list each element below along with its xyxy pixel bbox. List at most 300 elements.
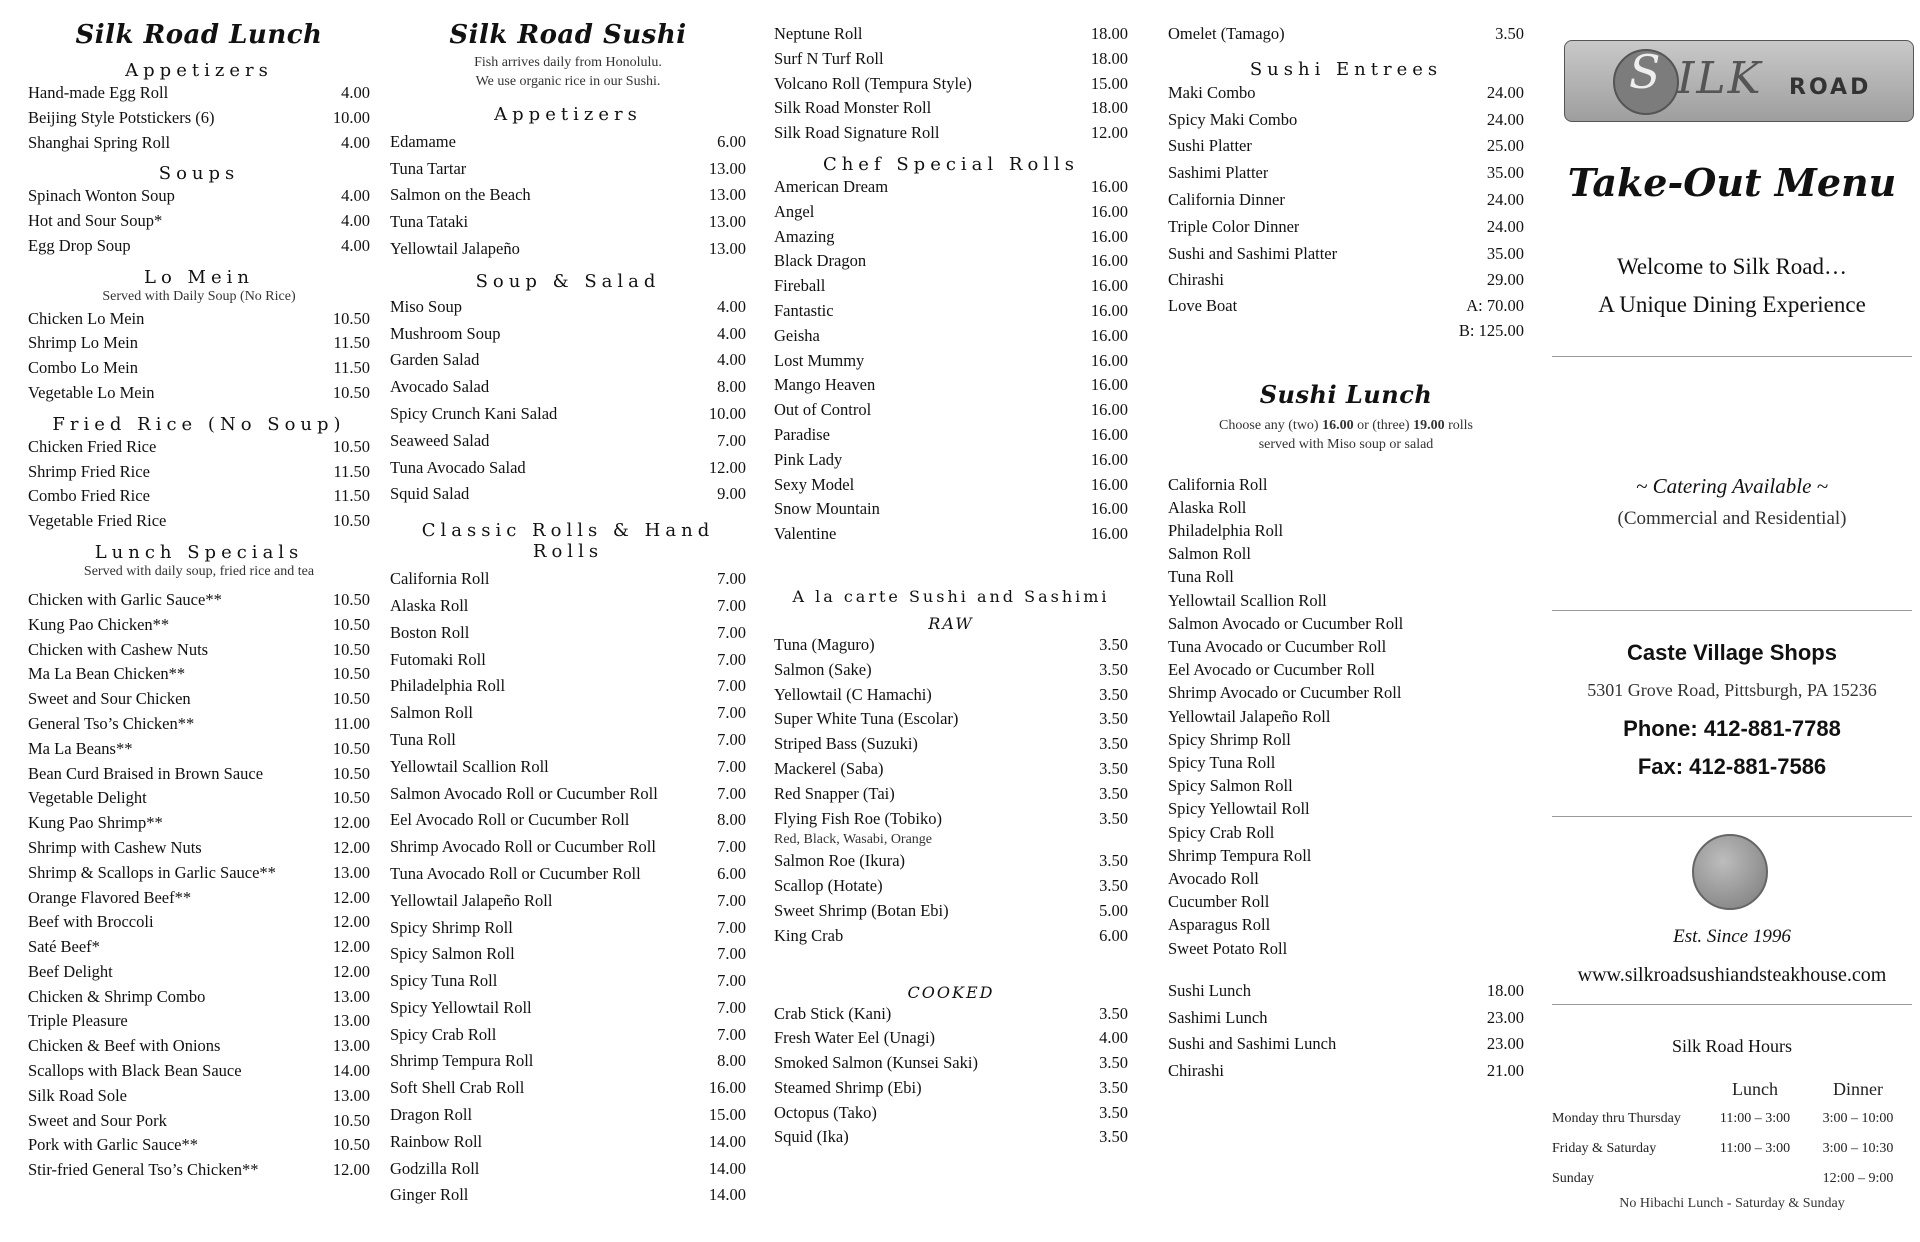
note-price: 16.00: [1322, 417, 1354, 433]
menu-item: [390, 428, 746, 455]
item-price: 9.00: [717, 484, 746, 504]
item-price: 11.00: [333, 713, 370, 733]
menu-list: [774, 1002, 1128, 1151]
menu-item: [28, 687, 370, 712]
item-name: Egg Drop Soup: [28, 235, 131, 255]
item-name: Valentine: [774, 524, 837, 544]
divider: [1552, 816, 1912, 817]
menu-item: [774, 200, 1128, 225]
menu-item: [774, 497, 1128, 522]
item-name: Spicy Shrimp Roll: [390, 917, 513, 937]
item-price: 24.00: [1486, 216, 1524, 236]
lunch-label: Lunch: [1732, 1079, 1778, 1099]
hours-lunch: 11:00 – 3:00: [1719, 1111, 1791, 1126]
menu-item: [1168, 187, 1524, 214]
item-price: 29.00: [1486, 270, 1524, 290]
menu-list: [28, 588, 370, 1183]
item-price: 10.50: [332, 511, 370, 531]
item-name: Chicken with Cashew Nuts: [28, 639, 209, 659]
menu-item: [774, 398, 1128, 423]
item-name: Ma La Beans**: [28, 738, 133, 758]
item-name: Spicy Tuna Roll: [390, 971, 498, 991]
item-price: 3.50: [1099, 734, 1128, 754]
item-price: 10.50: [332, 589, 370, 609]
hours-lunch: [1706, 1164, 1804, 1194]
menu-item: [774, 899, 1128, 924]
item-price: 16.00: [1090, 424, 1128, 444]
item-price: 10.50: [332, 639, 370, 659]
menu-list: [774, 849, 1128, 948]
menu-item: [774, 1076, 1128, 1101]
lunch-title: Silk Road Lunch: [75, 20, 323, 50]
menu-item: [390, 915, 746, 942]
section-heading: Lo Mein: [144, 266, 254, 288]
item-name: Spicy Yellowtail Roll: [390, 997, 532, 1017]
item-price: 14.00: [708, 1131, 746, 1151]
menu-item: [28, 81, 370, 106]
menu-item: [390, 700, 746, 727]
menu-list: [28, 307, 370, 406]
item-price: 3.50: [1099, 1003, 1128, 1023]
item-name: Beef with Broccoli: [28, 912, 154, 932]
item-price: 7.00: [717, 890, 746, 910]
item-price: 10.50: [332, 664, 370, 684]
item-price: 4.00: [717, 296, 746, 316]
hours-blank: [1552, 1074, 1706, 1104]
menu-item: [774, 225, 1128, 250]
menu-item: [28, 234, 370, 259]
item-name: Sushi Platter: [1168, 136, 1252, 156]
item-name: Sashimi Lunch: [1168, 1007, 1268, 1027]
menu-item: [390, 455, 746, 482]
item-price: 3.50: [1099, 709, 1128, 729]
item-price: 16.00: [1090, 524, 1128, 544]
menu-item: [28, 762, 370, 787]
item-price: 12.00: [332, 961, 370, 981]
item-name: Super White Tuna (Escolar): [774, 709, 959, 729]
item-price: 3.50: [1099, 1127, 1128, 1147]
item-name: Salmon Avocado Roll or Cucumber Roll: [390, 783, 658, 803]
menu-item: [28, 131, 370, 156]
menu-item: [28, 712, 370, 737]
item-name: Sushi Lunch: [1168, 980, 1251, 1000]
item-name: Out of Control: [774, 400, 872, 420]
hours-dinner: 3:00 – 10:30: [1822, 1141, 1894, 1156]
item-name: Avocado Salad: [390, 377, 490, 397]
fax: Fax: 412-881-7586: [1637, 754, 1827, 779]
menu-item: [1168, 80, 1524, 107]
item-price: 7.00: [717, 917, 746, 937]
menu-item: [774, 874, 1128, 899]
lunch-roll-item: Yellowtail Jalapeño Roll: [1168, 706, 1331, 726]
item-name: Philadelphia Roll: [390, 676, 506, 696]
menu-list: [28, 184, 370, 258]
menu-item: [1168, 107, 1524, 134]
item-name: Alaska Roll: [390, 595, 469, 615]
menu-item: [390, 1048, 746, 1075]
item-price: 12.00: [1090, 123, 1128, 143]
item-price: 7.00: [717, 783, 746, 803]
hours-row: [1552, 1164, 1912, 1194]
item-name: Mango Heaven: [774, 375, 876, 395]
item-price: 5.00: [1099, 900, 1128, 920]
item-price: 12.00: [332, 887, 370, 907]
menu-item: [28, 1084, 370, 1109]
lunch-roll-item: Spicy Shrimp Roll: [1168, 729, 1291, 749]
menu-item: [774, 175, 1128, 200]
item-name: Tuna Tataki: [390, 212, 469, 232]
menu-item: [28, 588, 370, 613]
item-name: Kung Pao Shrimp**: [28, 813, 163, 833]
menu-item: [390, 593, 746, 620]
item-price: 16.00: [1090, 499, 1128, 519]
item-name: Salmon on the Beach: [390, 185, 531, 205]
item-name: King Crab: [774, 925, 844, 945]
item-name: Shrimp Avocado Roll or Cucumber Roll: [390, 837, 656, 857]
item-name: Miso Soup: [390, 296, 462, 316]
item-price: 3.50: [1099, 783, 1128, 803]
item-price: 7.00: [717, 756, 746, 776]
item-price: 15.00: [1090, 73, 1128, 93]
lunch-roll-item: Cucumber Roll: [1168, 892, 1270, 912]
item-name: Combo Lo Mein: [28, 358, 138, 378]
item-price: 7.00: [717, 971, 746, 991]
item-name: Shrimp & Scallops in Garlic Sauce**: [28, 862, 276, 882]
lunch-roll-item: Philadelphia Roll: [1168, 520, 1284, 540]
lunch-roll-item: Salmon Avocado or Cucumber Roll: [1168, 613, 1404, 633]
item-price: 4.00: [1099, 1028, 1128, 1048]
item-price: 14.00: [332, 1061, 370, 1081]
item-price: 24.00: [1486, 109, 1524, 129]
item-name: Soft Shell Crab Roll: [390, 1078, 525, 1098]
phone[interactable]: Phone: 412-881-7788: [1623, 716, 1841, 741]
item-price: 8.00: [717, 377, 746, 397]
item-price: 3.50: [1099, 634, 1128, 654]
menu-item: [28, 737, 370, 762]
item-name: Sushi and Sashimi Lunch: [1168, 1034, 1337, 1054]
section-heading: Classic Rolls & Hand Rolls: [421, 520, 715, 563]
item-name: Shanghai Spring Roll: [28, 132, 171, 152]
item-name: Spicy Crab Roll: [390, 1024, 497, 1044]
menu-item: [28, 460, 370, 485]
item-price: 4.00: [341, 211, 370, 231]
item-price: 6.00: [717, 131, 746, 151]
item-name: Silk Road Monster Roll: [774, 98, 932, 118]
item-name: Tuna Tartar: [390, 158, 467, 178]
item-price: 16.00: [1090, 375, 1128, 395]
item-name: Omelet (Tamago): [1168, 24, 1285, 43]
menu-item: [390, 941, 746, 968]
item-price: 4.00: [717, 350, 746, 370]
item-name: Scallop (Hotate): [774, 876, 883, 896]
item-name: Hand-made Egg Roll: [28, 83, 169, 102]
catering-line: ~ Catering Available ~: [1635, 474, 1829, 498]
menu-item: [28, 209, 370, 234]
menu-item: [774, 683, 1128, 708]
lunch-roll-item: California Roll: [1168, 474, 1268, 494]
item-price: 8.00: [717, 1051, 746, 1071]
item-name: Spinach Wonton Soup: [28, 186, 175, 206]
raw-heading: RAW: [928, 613, 974, 633]
menu-item: [774, 807, 1128, 832]
menu-item: [28, 861, 370, 886]
menu-item: [1168, 978, 1524, 1005]
menu-item: [390, 1022, 746, 1049]
lunch-roll-item: Spicy Tuna Roll: [1168, 752, 1276, 772]
section-heading: Sushi Entrees: [1249, 58, 1443, 80]
menu-item: [390, 807, 746, 834]
logo-silk-text: ILK: [1677, 53, 1763, 104]
menu-item: [390, 1102, 746, 1129]
item-price: 7.00: [717, 837, 746, 857]
cooked-heading: COOKED: [907, 982, 995, 1002]
item-name: Chirashi: [1168, 270, 1224, 290]
item-name: Beijing Style Potstickers (6): [28, 107, 215, 127]
section-heading: Chef Special Rolls: [822, 153, 1080, 175]
sushi-lunch-note: served with Miso soup or salad: [1258, 436, 1434, 452]
item-name: Seaweed Salad: [390, 430, 490, 450]
menu-list: [1168, 80, 1524, 294]
section-heading: Appetizers: [494, 103, 642, 125]
item-price: 23.00: [1486, 1007, 1524, 1027]
item-name: Sashimi Platter: [1168, 163, 1269, 183]
lunch-roll-item: Yellowtail Scallion Roll: [1168, 590, 1327, 610]
menu-item: [28, 307, 370, 332]
item-name: Vegetable Fried Rice: [28, 511, 167, 531]
menu-item: [390, 1182, 746, 1209]
column-lunch: [28, 0, 370, 1183]
item-name: Salmon Roll: [390, 703, 473, 723]
menu-item: [28, 381, 370, 406]
sushi-note: We use organic rice in our Sushi.: [475, 73, 661, 89]
item-name: Amazing: [774, 226, 835, 246]
section-note: Served with Daily Soup (No Rice): [102, 288, 296, 304]
menu-item: [28, 910, 370, 935]
menu-item: [774, 96, 1128, 121]
menu-item: [774, 757, 1128, 782]
item-price: 16.00: [708, 1078, 746, 1098]
menu-item: [390, 1129, 746, 1156]
item-price: 12.00: [332, 837, 370, 857]
item-name: Vegetable Lo Mein: [28, 383, 155, 403]
item-price: 13.00: [332, 1036, 370, 1056]
item-name: Fresh Water Eel (Unagi): [774, 1028, 936, 1048]
item-price: 7.00: [717, 944, 746, 964]
menu-item: [774, 373, 1128, 398]
item-name: Shrimp Tempura Roll: [390, 1051, 534, 1071]
item-price: 3.50: [1099, 1102, 1128, 1122]
menu-item: [774, 707, 1128, 732]
item-name: Stir-fried General Tso’s Chicken**: [28, 1160, 259, 1180]
item-price: 10.50: [332, 738, 370, 758]
item-price: 6.00: [717, 863, 746, 883]
item-price: 3.50: [1099, 758, 1128, 778]
item-name: Salmon Roe (Ikura): [774, 851, 906, 871]
menu-item: [28, 935, 370, 960]
divider: [1552, 610, 1912, 611]
item-price: 16.00: [1090, 300, 1128, 320]
item-price: 13.00: [708, 238, 746, 258]
item-name: Eel Avocado Roll or Cucumber Roll: [390, 810, 630, 830]
item-price: 16.00: [1090, 449, 1128, 469]
menu-item: [390, 236, 746, 263]
item-name: Love Boat: [1168, 296, 1238, 316]
item-name: Shrimp Fried Rice: [28, 461, 150, 481]
menu-item: [774, 1026, 1128, 1051]
item-price: 10.50: [332, 1110, 370, 1130]
item-name: Paradise: [774, 424, 830, 444]
silk-road-logo: [1564, 40, 1914, 122]
section-heading: A la carte Sushi and Sashimi: [792, 586, 1110, 606]
item-price: 11.50: [333, 358, 370, 378]
item-name: Ginger Roll: [390, 1185, 469, 1205]
item-name: Mushroom Soup: [390, 323, 501, 343]
item-name: Ma La Bean Chicken**: [28, 664, 186, 684]
menu-item: [774, 47, 1128, 72]
menu-list: [774, 633, 1128, 831]
item-name: Chirashi: [1168, 1061, 1224, 1081]
item-name: Triple Color Dinner: [1168, 216, 1300, 236]
item-price: 10.50: [332, 614, 370, 634]
note-text: or (three): [1353, 417, 1414, 433]
menu-item: [28, 1109, 370, 1134]
item-name: Tuna Avocado Roll or Cucumber Roll: [390, 863, 641, 883]
item-name: Spicy Salmon Roll: [390, 944, 515, 964]
menu-item: [774, 658, 1128, 683]
silk-road-emblem: [1692, 834, 1768, 910]
item-name: Angel: [774, 201, 815, 221]
menu-item: [28, 836, 370, 861]
item-name: Crab Stick (Kani): [774, 1003, 892, 1023]
menu-item: [390, 754, 746, 781]
item-price: 3.50: [1099, 808, 1128, 828]
menu-item: [390, 673, 746, 700]
logo-s-letter: S: [1629, 45, 1661, 99]
item-price: 12.00: [332, 912, 370, 932]
menu-item: [28, 960, 370, 985]
item-price: 21.00: [1486, 1061, 1524, 1081]
item-name: Orange Flavored Beef**: [28, 887, 192, 907]
hours-footnote: No Hibachi Lunch - Saturday & Sunday: [1619, 1196, 1845, 1211]
item-price: 7.00: [717, 595, 746, 615]
address: 5301 Grove Road, Pittsburgh, PA 15236: [1587, 680, 1877, 700]
menu-item: [28, 1059, 370, 1084]
item-price: B: 125.00: [1458, 320, 1524, 340]
section-heading: Soup & Salad: [475, 270, 661, 292]
divider: [1552, 356, 1912, 357]
item-price: 4.00: [717, 323, 746, 343]
item-name: American Dream: [774, 176, 889, 196]
menu-item: [774, 1125, 1128, 1150]
item-name: Volcano Roll (Tempura Style): [774, 73, 972, 93]
item-name: Vegetable Delight: [28, 788, 147, 808]
hours-dinner: 3:00 – 10:00: [1822, 1111, 1894, 1126]
menu-item: [28, 509, 370, 534]
menu-item: [28, 613, 370, 638]
menu-item: [28, 1009, 370, 1034]
item-price: 11.50: [333, 486, 370, 506]
menu-item: [774, 324, 1128, 349]
menu-item: [390, 834, 746, 861]
section-heading: Lunch Specials: [94, 542, 304, 564]
item-price: 3.50: [1099, 851, 1128, 871]
item-price: 3.50: [1099, 659, 1128, 679]
menu-item: [774, 522, 1128, 547]
lunch-roll-list: [1168, 473, 1524, 960]
menu-item: [774, 473, 1128, 498]
note-text: rolls: [1444, 417, 1473, 433]
menu-item: [28, 886, 370, 911]
item-name: Geisha: [774, 325, 820, 345]
menu-item: [1168, 267, 1524, 294]
item-name: Scallops with Black Bean Sauce: [28, 1061, 242, 1081]
item-name: Silk Road Signature Roll: [774, 123, 940, 143]
item-price: 18.00: [1090, 24, 1128, 43]
column-rolls: [774, 0, 1128, 1150]
item-price: 16.00: [1090, 176, 1128, 196]
item-name: Tuna Roll: [390, 729, 456, 749]
hours-table: [1552, 1074, 1912, 1212]
menu-item: [28, 184, 370, 209]
menu-item: [390, 347, 746, 374]
item-name: Bean Curd Braised in Brown Sauce: [28, 763, 264, 783]
menu-item: [28, 1158, 370, 1183]
item-price: 16.00: [1090, 325, 1128, 345]
item-name: Triple Pleasure: [28, 1011, 128, 1031]
menu-item: [1168, 1058, 1524, 1085]
item-name: Silk Road Sole: [28, 1085, 128, 1105]
takeout-title: Take-Out Menu: [1567, 160, 1897, 205]
item-price: 10.50: [332, 1135, 370, 1155]
item-name: Sweet and Sour Chicken: [28, 689, 191, 709]
menu-item: [28, 484, 370, 509]
menu-item: [774, 22, 1128, 47]
menu-item: [774, 448, 1128, 473]
item-name: Yellowtail Scallion Roll: [390, 756, 549, 776]
menu-item: [774, 1002, 1128, 1027]
sushi-title: Silk Road Sushi: [449, 20, 687, 50]
menu-item: [28, 662, 370, 687]
item-price: 7.00: [717, 997, 746, 1017]
item-name: Yellowtail Jalapeño: [390, 238, 520, 258]
item-price: 7.00: [717, 430, 746, 450]
item-name: California Dinner: [1168, 189, 1285, 209]
hours-row: [1552, 1134, 1912, 1164]
menu-item: [390, 481, 746, 508]
hours-day: Sunday: [1552, 1171, 1594, 1186]
item-price: 13.00: [708, 158, 746, 178]
item-name: Chicken Lo Mein: [28, 308, 145, 328]
item-name: Spicy Crunch Kani Salad: [390, 403, 558, 423]
item-price: 12.00: [332, 1160, 370, 1180]
menu-item: [390, 888, 746, 915]
item-name: Maki Combo: [1168, 82, 1256, 102]
website-link[interactable]: www.silkroadsushiandsteakhouse.com: [1577, 964, 1887, 986]
menu-item: [390, 129, 746, 156]
menu-item: [774, 1101, 1128, 1126]
item-name: Octopus (Tako): [774, 1102, 877, 1122]
menu-item: [774, 924, 1128, 949]
menu-item: [774, 423, 1128, 448]
item-price: 35.00: [1486, 243, 1524, 263]
item-price: 13.00: [332, 1011, 370, 1031]
hours-lunch: 11:00 – 3:00: [1719, 1141, 1791, 1156]
item-price: 16.00: [1090, 201, 1128, 221]
menu-item: [390, 781, 746, 808]
dinner-label: Dinner: [1833, 1079, 1883, 1099]
item-name: Mackerel (Saba): [774, 758, 884, 778]
item-price: 18.00: [1090, 98, 1128, 118]
